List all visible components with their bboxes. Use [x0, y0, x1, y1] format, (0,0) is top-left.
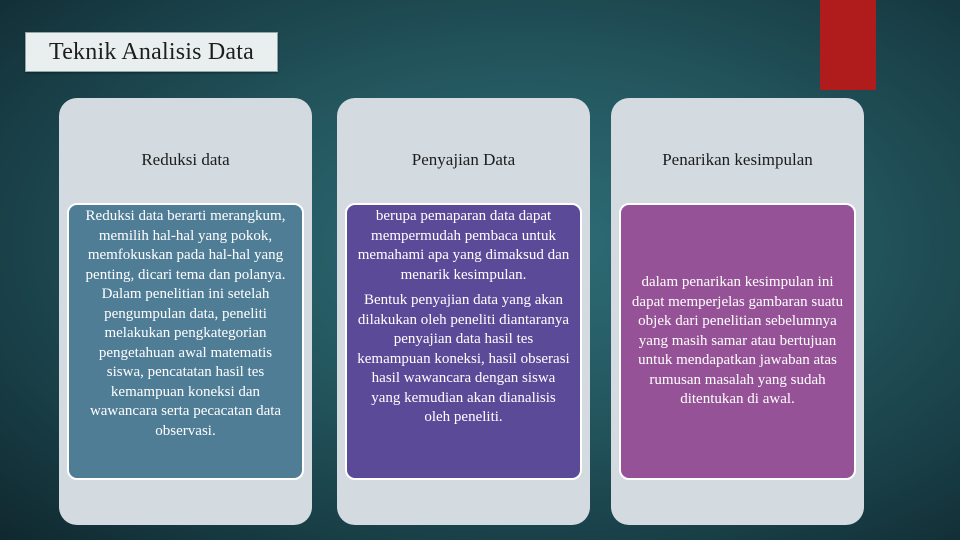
- panel-text: dalam penarikan kesimpulan ini dapat memperjelas gambaran suatu objek dari penelitian sebelumnya yang masih samar atau bertujuan untuk mendapatkan jawaban atas rumusan masalah yang sudah ditentukan di awal.: [631, 274, 844, 408]
- panel-text: berupa pemaparan data dapat mempermudah pembaca untuk memahami apa yang dimaksud dan menarik kesimpulan.: [357, 208, 570, 283]
- slide-title: Teknik Analisis Data: [25, 32, 278, 72]
- panel-penyajian-data: [337, 98, 590, 525]
- panel-heading: Penyajian Data: [411, 150, 516, 169]
- panel-heading: Reduksi data: [141, 150, 230, 169]
- panel-content-box: [619, 203, 856, 480]
- panel-text: Bentuk penyajian data yang akan dilakukan oleh peneliti diantaranya penyajian data hasil tes kemampuan koneksi, hasil obserasi hasil wawancara dengan siswa yang kemudian akan dianalisis oleh peneliti.: [357, 292, 570, 425]
- panel-penarikan-kesimpulan: [611, 98, 864, 525]
- panel-content-box: [67, 203, 304, 480]
- accent-bar: [820, 0, 876, 90]
- panel-heading: Penarikan kesimpulan: [662, 150, 813, 169]
- panel-reduksi-data: [59, 98, 312, 525]
- panel-content-box: [345, 203, 582, 480]
- panel-text: Reduksi data berarti merangkum, memilih hal-hal yang pokok, memfokuskan pada hal-hal yang penting, dicari tema dan polanya. Dalam penelitian ini setelah pengumpulan data, peneliti melakukan pengkategorian pengetahuan awal matematis siswa, pencatatan hasil tes kemampuan koneksi dan wawancara serta pecacatan data observasi.: [85, 208, 286, 439]
